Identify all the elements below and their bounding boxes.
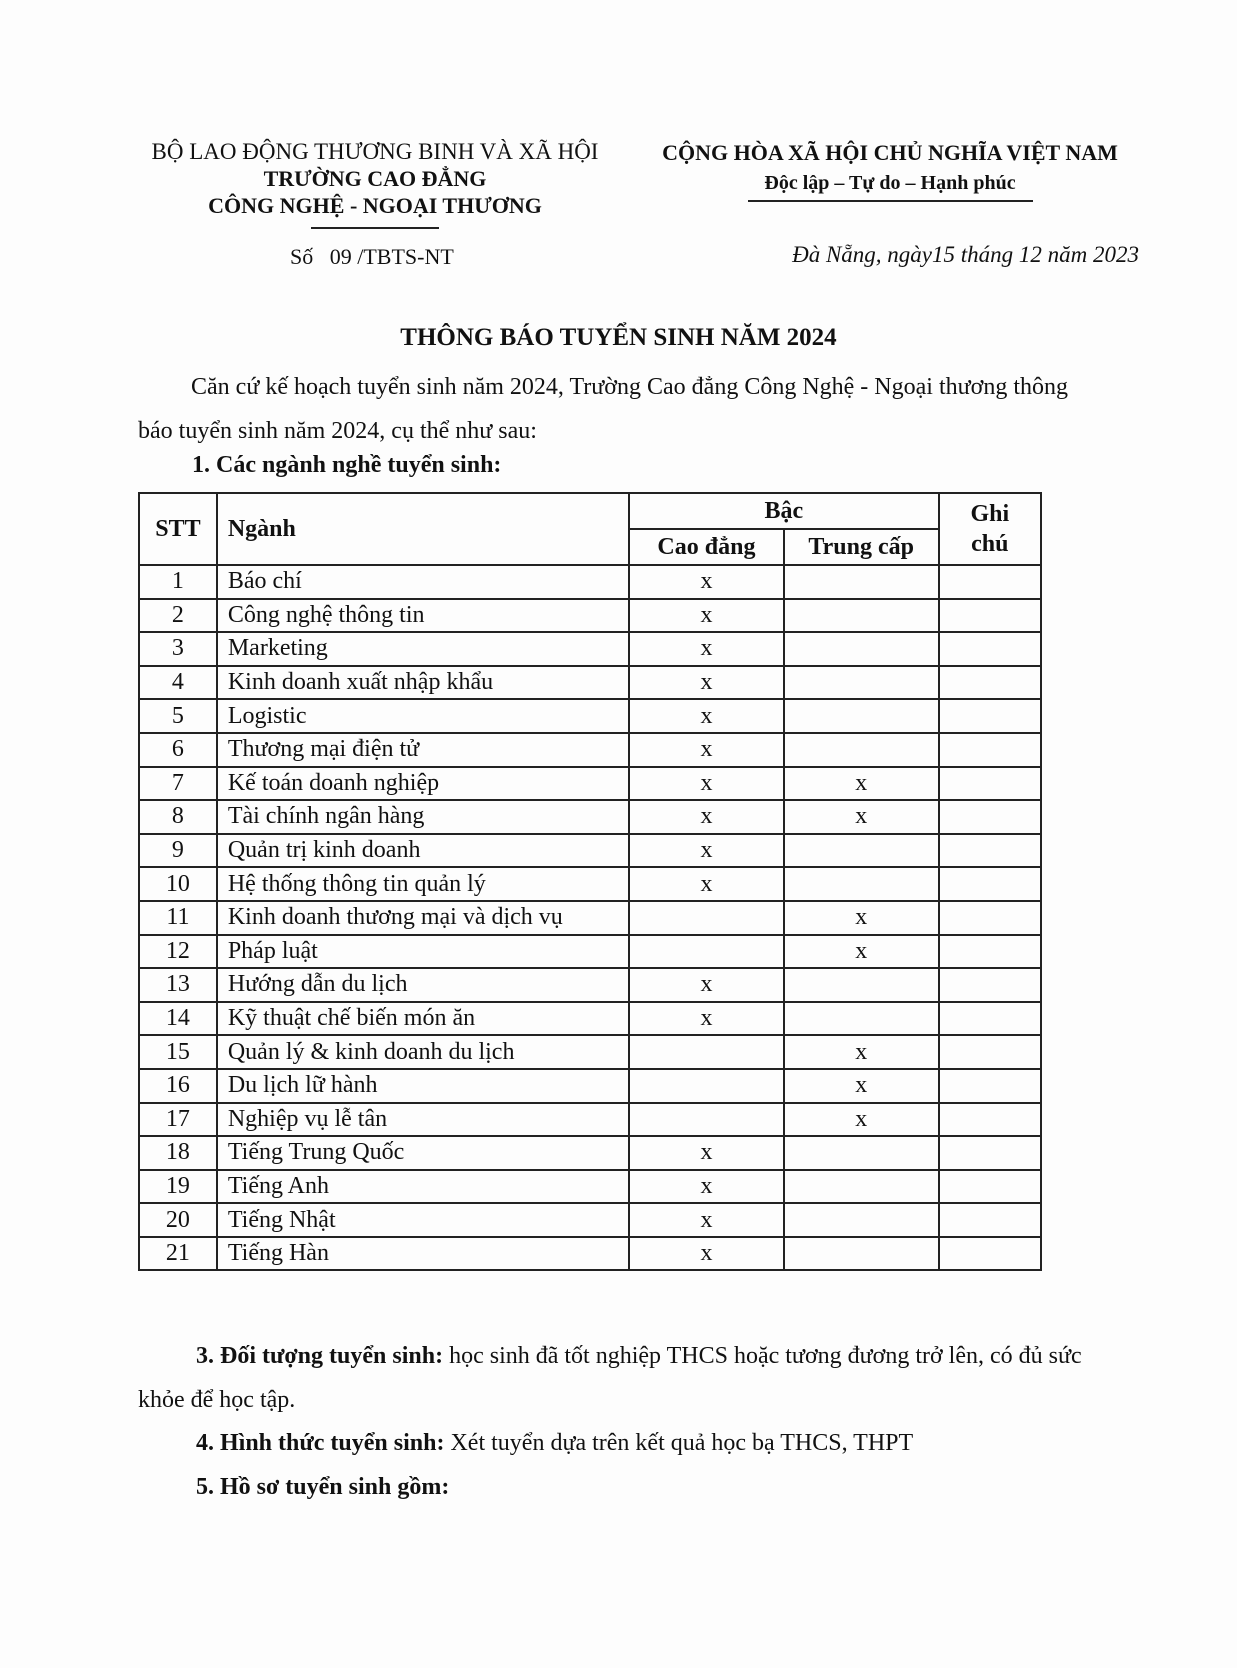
- section-4-label: 4. Hình thức tuyển sinh:: [196, 1430, 445, 1456]
- row-intermediate-mark: [784, 699, 939, 733]
- row-stt: 3: [139, 632, 217, 666]
- row-college-mark: [629, 901, 784, 935]
- table-row: [139, 935, 1041, 969]
- row-major: Quản trị kinh doanh: [217, 834, 629, 868]
- row-note: [939, 1069, 1041, 1103]
- row-stt: 1: [139, 565, 217, 599]
- row-major: Kỹ thuật chế biến món ăn: [217, 1002, 629, 1036]
- row-stt: 7: [139, 767, 217, 801]
- row-major: Kinh doanh thương mại và dịch vụ: [217, 901, 629, 935]
- row-college-mark: x: [629, 834, 784, 868]
- row-major: Pháp luật: [217, 935, 629, 969]
- school-name-line2: CÔNG NGHỆ - NGOẠI THƯƠNG: [208, 193, 542, 218]
- row-stt: 2: [139, 599, 217, 633]
- row-intermediate-mark: [784, 666, 939, 700]
- row-intermediate-mark: [784, 1203, 939, 1237]
- row-note: [939, 935, 1041, 969]
- row-stt: 8: [139, 800, 217, 834]
- row-intermediate-mark: x: [784, 767, 939, 801]
- table-row: [139, 834, 1041, 868]
- school-name-line1: TRƯỜNG CAO ĐẲNG: [263, 166, 487, 191]
- header-stt: STT: [139, 493, 217, 565]
- row-intermediate-mark: x: [784, 1069, 939, 1103]
- row-stt: 16: [139, 1069, 217, 1103]
- table-row: [139, 1136, 1041, 1170]
- table-row: [139, 1002, 1041, 1036]
- row-note: [939, 699, 1041, 733]
- row-college-mark: x: [629, 1002, 784, 1036]
- row-note: [939, 1237, 1041, 1271]
- table-row: [139, 632, 1041, 666]
- section-4-text: Xét tuyển dựa trên kết quả học bạ THCS, THPT: [444, 1430, 914, 1456]
- row-major: Kế toán doanh nghiệp: [217, 767, 629, 801]
- row-note: [939, 632, 1041, 666]
- section-4-paragraph: [196, 1421, 913, 1465]
- row-note: [939, 968, 1041, 1002]
- table-row: [139, 733, 1041, 767]
- row-college-mark: x: [629, 968, 784, 1002]
- row-major: Nghiệp vụ lễ tân: [217, 1103, 629, 1137]
- majors-table: [138, 492, 1042, 1271]
- row-intermediate-mark: [784, 968, 939, 1002]
- row-stt: 21: [139, 1237, 217, 1271]
- row-intermediate-mark: [784, 1002, 939, 1036]
- row-major: Marketing: [217, 632, 629, 666]
- issuer-underline: [311, 227, 439, 229]
- table-row: [139, 699, 1041, 733]
- row-intermediate-mark: [784, 1136, 939, 1170]
- row-college-mark: x: [629, 1237, 784, 1271]
- row-note: [939, 565, 1041, 599]
- row-intermediate-mark: [784, 632, 939, 666]
- section-3-text: học sinh đã tốt nghiệp THCS hoặc tương đương trở lên, có đủ sức khỏe để học tập.: [138, 1343, 1082, 1413]
- row-major: Tiếng Trung Quốc: [217, 1136, 629, 1170]
- row-major: Công nghệ thông tin: [217, 599, 629, 633]
- row-college-mark: x: [629, 632, 784, 666]
- row-major: Du lịch lữ hành: [217, 1069, 629, 1103]
- row-intermediate-mark: [784, 867, 939, 901]
- row-intermediate-mark: x: [784, 1035, 939, 1069]
- row-stt: 6: [139, 733, 217, 767]
- row-major: Hướng dẫn du lịch: [217, 968, 629, 1002]
- table-row: [139, 1203, 1041, 1237]
- row-intermediate-mark: [784, 1170, 939, 1204]
- date-line: Đà Nẵng, ngày15 tháng 12 năm 2023: [792, 242, 1139, 267]
- table-row: [139, 1035, 1041, 1069]
- row-stt: 19: [139, 1170, 217, 1204]
- row-note: [939, 1002, 1041, 1036]
- row-major: Logistic: [217, 699, 629, 733]
- row-major: Thương mại điện tử: [217, 733, 629, 767]
- row-college-mark: [629, 1103, 784, 1137]
- header-college: Cao đẳng: [629, 529, 784, 565]
- row-stt: 15: [139, 1035, 217, 1069]
- row-major: Tài chính ngân hàng: [217, 800, 629, 834]
- row-note: [939, 1035, 1041, 1069]
- row-major: Báo chí: [217, 565, 629, 599]
- table-row: [139, 901, 1041, 935]
- table-row: [139, 767, 1041, 801]
- row-college-mark: x: [629, 1203, 784, 1237]
- row-college-mark: x: [629, 1136, 784, 1170]
- row-intermediate-mark: [784, 1237, 939, 1271]
- row-intermediate-mark: x: [784, 1103, 939, 1137]
- row-stt: 20: [139, 1203, 217, 1237]
- row-college-mark: x: [629, 867, 784, 901]
- row-note: [939, 666, 1041, 700]
- section-1-heading: 1. Các ngành nghề tuyển sinh:: [192, 452, 502, 478]
- row-college-mark: [629, 935, 784, 969]
- row-note: [939, 834, 1041, 868]
- section-3-paragraph: [138, 1334, 1118, 1422]
- row-stt: 13: [139, 968, 217, 1002]
- row-stt: 10: [139, 867, 217, 901]
- header-intermediate: Trung cấp: [784, 529, 939, 565]
- row-intermediate-mark: [784, 733, 939, 767]
- row-college-mark: x: [629, 800, 784, 834]
- table-row: [139, 1069, 1041, 1103]
- row-intermediate-mark: x: [784, 935, 939, 969]
- table-row: [139, 565, 1041, 599]
- row-college-mark: [629, 1069, 784, 1103]
- row-stt: 5: [139, 699, 217, 733]
- section-5-heading: 5. Hồ sơ tuyển sinh gồm:: [196, 1474, 450, 1500]
- row-major: Tiếng Hàn: [217, 1237, 629, 1271]
- intro-paragraph: Căn cứ kế hoạch tuyển sinh năm 2024, Trường Cao đẳng Công Nghệ - Ngoại thương thông báo tuyển sinh năm 2024, cụ thể như sau:: [138, 374, 1068, 444]
- national-motto: Độc lập – Tự do – Hạnh phúc: [764, 172, 1016, 194]
- table-row: [139, 1237, 1041, 1271]
- row-college-mark: x: [629, 666, 784, 700]
- table-row: [139, 599, 1041, 633]
- row-intermediate-mark: [784, 834, 939, 868]
- row-stt: 4: [139, 666, 217, 700]
- row-note: [939, 1103, 1041, 1137]
- row-note: [939, 599, 1041, 633]
- row-major: Tiếng Nhật: [217, 1203, 629, 1237]
- row-college-mark: x: [629, 1170, 784, 1204]
- row-note: [939, 733, 1041, 767]
- table-row: [139, 666, 1041, 700]
- document-number: Số 09 /TBTS-NT: [290, 244, 454, 269]
- section-3-label: 3. Đối tượng tuyển sinh:: [196, 1343, 444, 1369]
- header-major: Ngành: [217, 493, 629, 565]
- national-heading-block: [640, 138, 1140, 202]
- row-college-mark: [629, 1035, 784, 1069]
- row-college-mark: x: [629, 767, 784, 801]
- row-college-mark: x: [629, 565, 784, 599]
- issuer-block: [135, 138, 615, 229]
- row-intermediate-mark: [784, 565, 939, 599]
- row-note: [939, 901, 1041, 935]
- row-college-mark: x: [629, 699, 784, 733]
- national-title: CỘNG HÒA XÃ HỘI CHỦ NGHĨA VIỆT NAM: [662, 140, 1118, 165]
- row-note: [939, 867, 1041, 901]
- table-row: [139, 1170, 1041, 1204]
- motto-underline: [748, 200, 1033, 202]
- row-major: Kinh doanh xuất nhập khẩu: [217, 666, 629, 700]
- table-row: [139, 1103, 1041, 1137]
- row-note: [939, 1203, 1041, 1237]
- row-note: [939, 1136, 1041, 1170]
- row-note: [939, 800, 1041, 834]
- row-intermediate-mark: [784, 599, 939, 633]
- header-level: Bậc: [629, 493, 939, 529]
- row-stt: 18: [139, 1136, 217, 1170]
- row-intermediate-mark: x: [784, 800, 939, 834]
- row-note: [939, 767, 1041, 801]
- row-stt: 9: [139, 834, 217, 868]
- row-intermediate-mark: x: [784, 901, 939, 935]
- table-row: [139, 968, 1041, 1002]
- majors-table-body: [139, 565, 1041, 1270]
- row-stt: 11: [139, 901, 217, 935]
- row-stt: 14: [139, 1002, 217, 1036]
- header-note: Ghi chú: [939, 493, 1041, 565]
- row-note: [939, 1170, 1041, 1204]
- ministry-name: BỘ LAO ĐỘNG THƯƠNG BINH VÀ XÃ HỘI: [151, 139, 599, 164]
- row-major: Tiếng Anh: [217, 1170, 629, 1204]
- row-major: Hệ thống thông tin quản lý: [217, 867, 629, 901]
- table-row: [139, 800, 1041, 834]
- table-row: [139, 867, 1041, 901]
- row-college-mark: x: [629, 599, 784, 633]
- row-stt: 12: [139, 935, 217, 969]
- row-college-mark: x: [629, 733, 784, 767]
- row-major: Quản lý & kinh doanh du lịch: [217, 1035, 629, 1069]
- row-stt: 17: [139, 1103, 217, 1137]
- document-title: THÔNG BÁO TUYỂN SINH NĂM 2024: [400, 324, 837, 351]
